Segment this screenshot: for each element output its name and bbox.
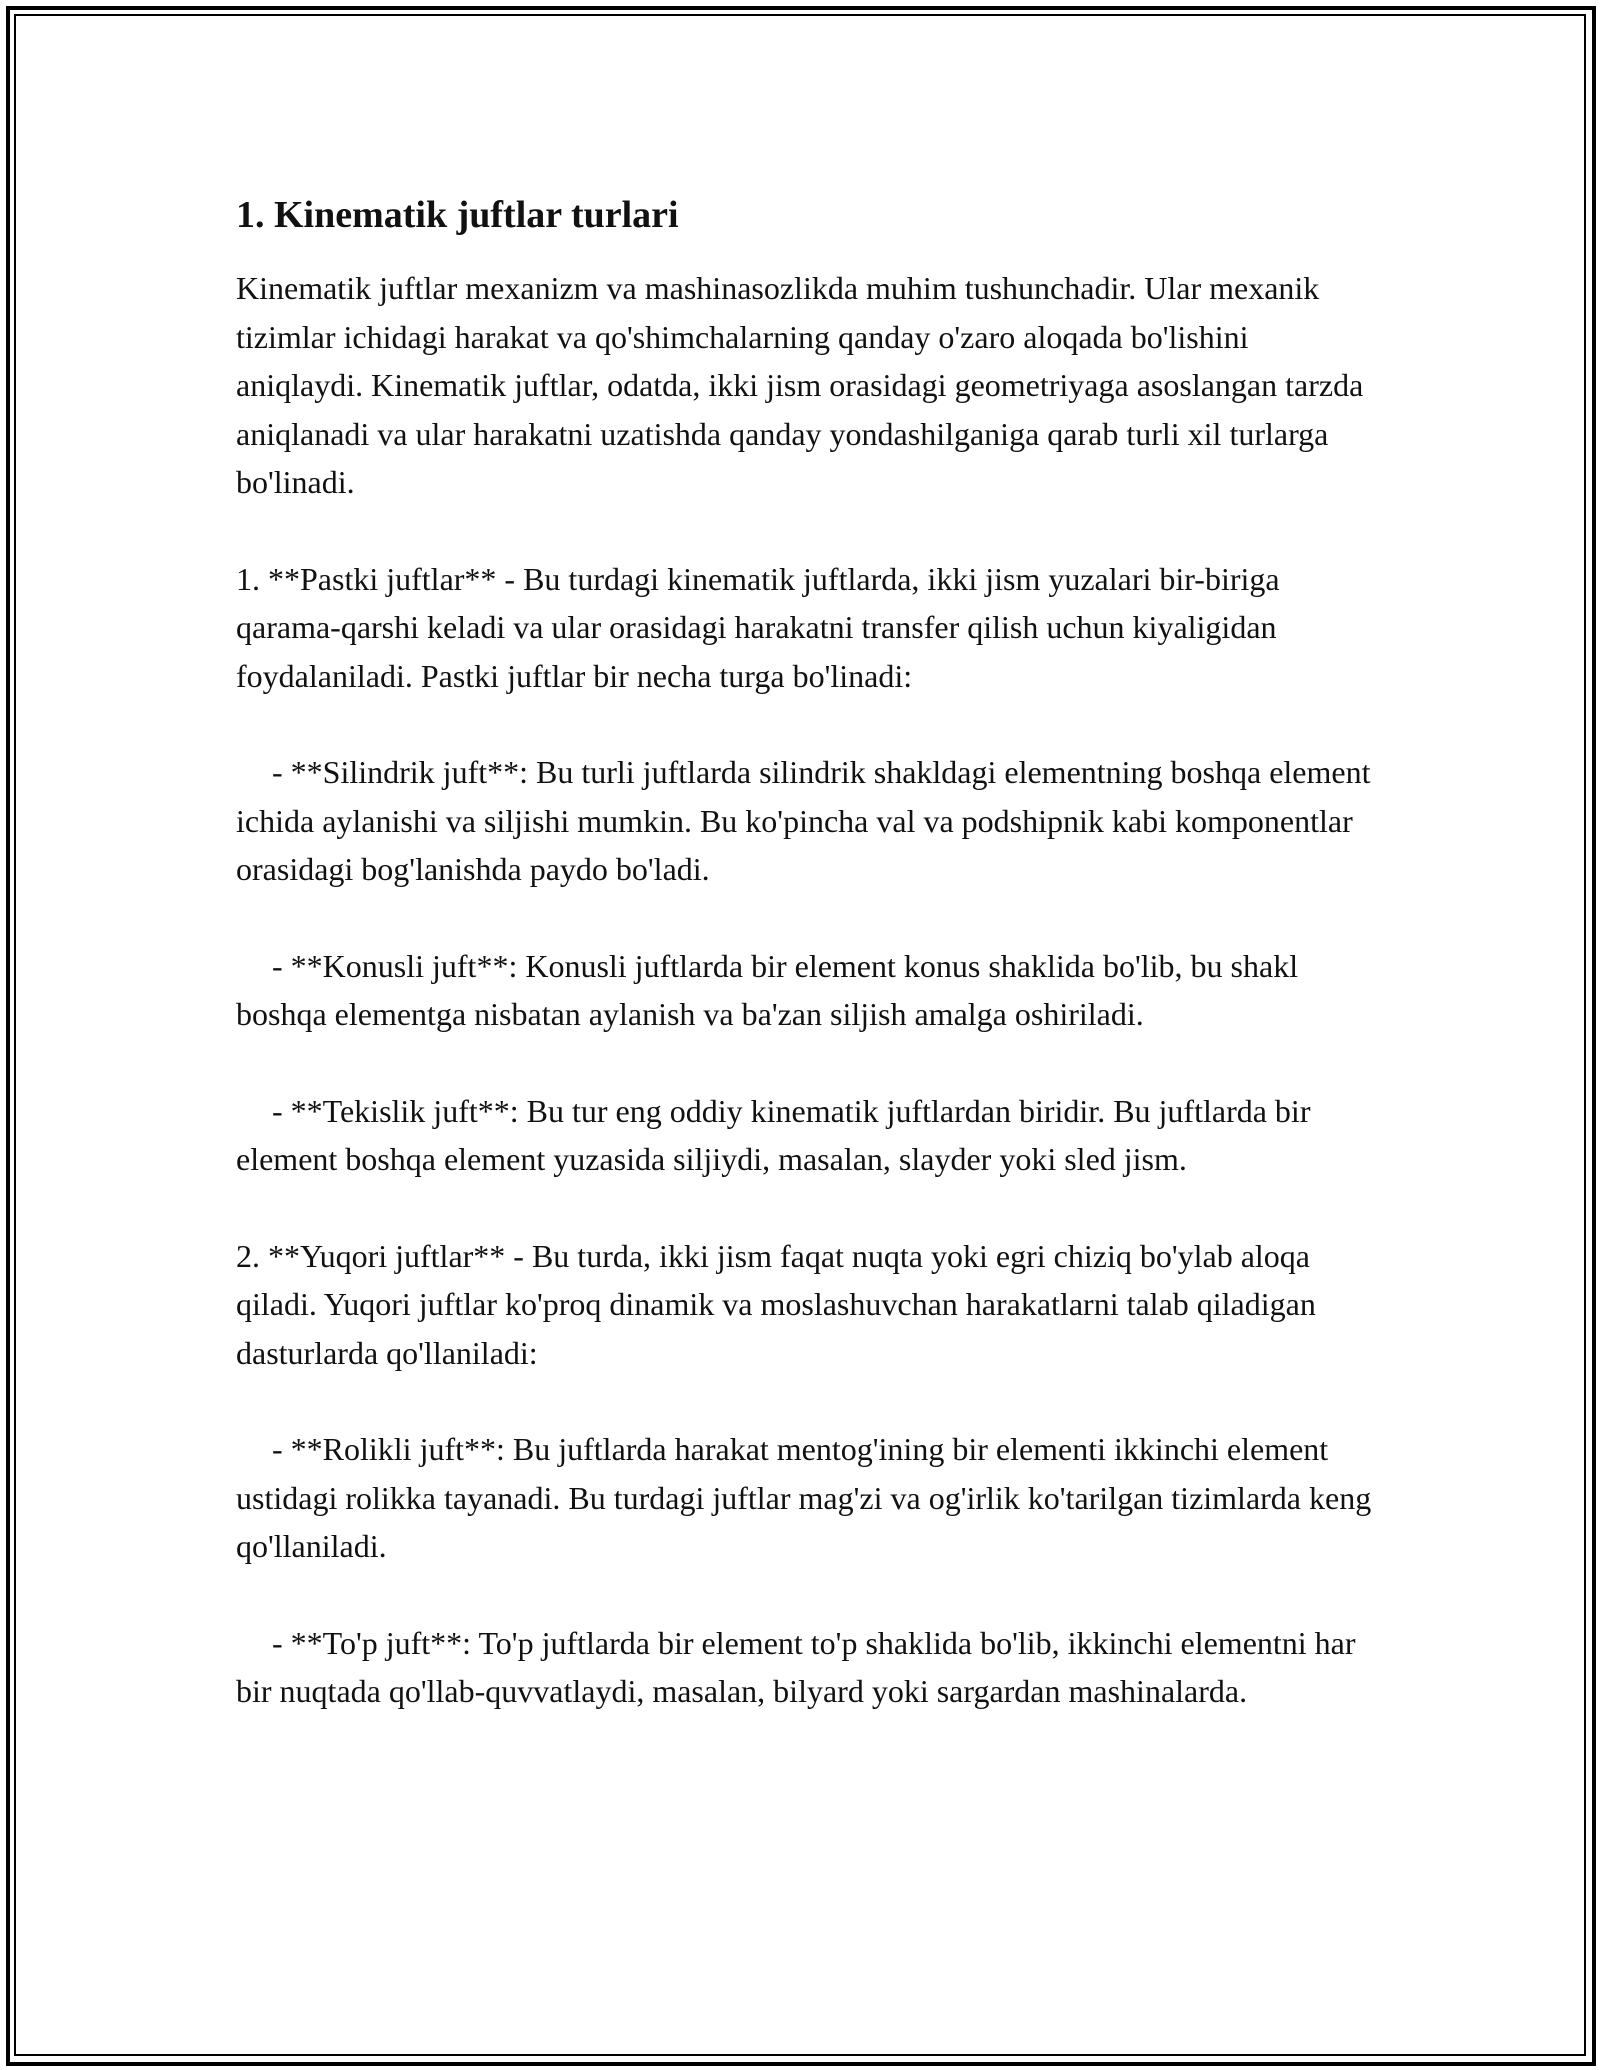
sub-item-cylindrical-pair: - **Silindrik juft**: Bu turli juftlarda silindrik shakldagi elementning boshqa element ichida aylanishi va siljishi mumkin. Bu ko'pincha val va podshipnik kabi komponentlar orasidagi bog'lanishda paydo bo'ladi. bbox=[236, 754, 1379, 887]
sub-item-roller-pair: - **Rolikli juft**: Bu juftlarda harakat mentog'ining bir elementi ikkinchi element ustidagi rolikka tayanadi. Bu turdagi juftlar mag'zi va og'irlik ko'tarilgan tizimlarda keng qo'llaniladi. bbox=[236, 1431, 1380, 1564]
list-item-higher-pairs: 2. **Yuqori juftlar** - Bu turda, ikki jism faqat nuqta yoki egri chiziq bo'ylab aloqa qiladi. Yuqori juftlar ko'proq dinamik va moslashuvchan harakatlarni talab qiladigan dasturlarda qo'llaniladi: bbox=[236, 1237, 1324, 1371]
document-body bbox=[236, 188, 1380, 1764]
intro-paragraph: Kinematik juftlar mexanizm va mashinasozlikda muhim tushunchadir. Ular mexanik tizimlar ichidagi harakat va qo'shimchalarning qanday o'zaro aloqada bo'lishini aniqlaydi. Kinematik juftlar, odatda, ikki jism orasidagi geometriyaga asoslangan tarzda aniqlanadi va ular harakatni uzatishda qanday yondashilganiga qarab turli xil turlarga bo'linadi. bbox=[236, 270, 1372, 500]
sub-item-ball-pair: - **To'p juft**: To'p juftlarda bir element to'p shaklida bo'lib, ikkinchi elementni har bir nuqtada qo'llab-quvvatlaydi, masalan, bilyard yoki sargardan mashinalarda. bbox=[236, 1624, 1364, 1709]
sub-item-planar-pair: - **Tekislik juft**: Bu tur eng oddiy kinematik juftlardan biridir. Bu juftlarda bir element boshqa element yuzasida siljiydi, masalan, slayder yoki sled jism. bbox=[236, 1092, 1319, 1177]
section-heading: 1. Kinematik juftlar turlari bbox=[236, 194, 679, 236]
sub-item-conical-pair: - **Konusli juft**: Konusli juftlarda bir element konus shaklida bo'lib, bu shakl boshqa elementga nisbatan aylanish va ba'zan siljish amalga oshiriladi. bbox=[236, 947, 1307, 1032]
list-item-lower-pairs: 1. **Pastki juftlar** - Bu turdagi kinematik juftlarda, ikki jism yuzalari bir-biriga qarama-qarshi keladi va ular orasidagi harakatni transfer qilish uchun kiyaligidan foydalaniladi. Pastki juftlar bir necha turga bo'linadi: bbox=[236, 560, 1288, 694]
